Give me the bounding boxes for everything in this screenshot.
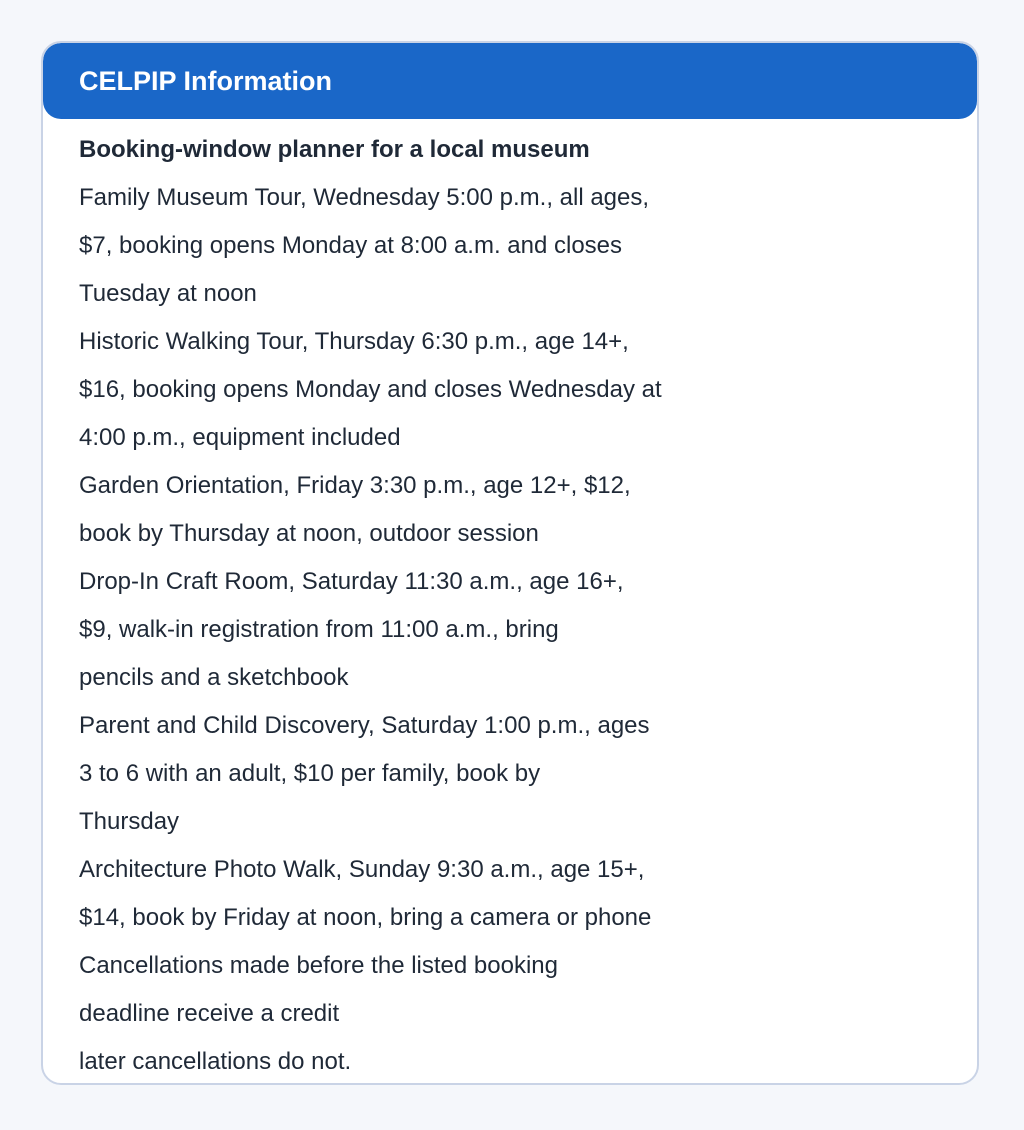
content-line: pencils and a sketchbook bbox=[79, 664, 349, 691]
content-line: $14, book by Friday at noon, bring a camera or phone bbox=[79, 904, 652, 931]
content-line: deadline receive a credit bbox=[79, 1000, 340, 1027]
content-line: 3 to 6 with an adult, $10 per family, book by bbox=[79, 760, 541, 787]
content-line: 4:00 p.m., equipment included bbox=[79, 424, 401, 451]
content-line: Architecture Photo Walk, Sunday 9:30 a.m., age 15+, bbox=[79, 856, 645, 883]
card-title: CELPIP Information bbox=[79, 65, 333, 96]
content-line: Parent and Child Discovery, Saturday 1:00 p.m., ages bbox=[79, 712, 650, 739]
info-card bbox=[41, 41, 979, 1085]
content-line: Drop-In Craft Room, Saturday 11:30 a.m., age 16+, bbox=[79, 568, 624, 595]
content-line: later cancellations do not. bbox=[79, 1048, 352, 1075]
card-body bbox=[43, 119, 977, 1085]
content-line: Historic Walking Tour, Thursday 6:30 p.m., age 14+, bbox=[79, 328, 629, 355]
content-line: $9, walk-in registration from 11:00 a.m., bring bbox=[79, 616, 559, 643]
content-line: Tuesday at noon bbox=[79, 280, 257, 307]
content-line: $7, booking opens Monday at 8:00 a.m. and closes bbox=[79, 232, 623, 259]
card-header bbox=[43, 43, 977, 119]
content-line: Family Museum Tour, Wednesday 5:00 p.m., all ages, bbox=[79, 184, 650, 211]
content-line: Garden Orientation, Friday 3:30 p.m., age 12+, $12, bbox=[79, 472, 631, 499]
content-line: Thursday bbox=[79, 808, 180, 835]
content-line: Cancellations made before the listed booking bbox=[79, 952, 558, 979]
content-heading: Booking-window planner for a local museum bbox=[79, 136, 590, 163]
content-line: book by Thursday at noon, outdoor session bbox=[79, 520, 539, 547]
content-line: $16, booking opens Monday and closes Wednesday at bbox=[79, 376, 662, 403]
